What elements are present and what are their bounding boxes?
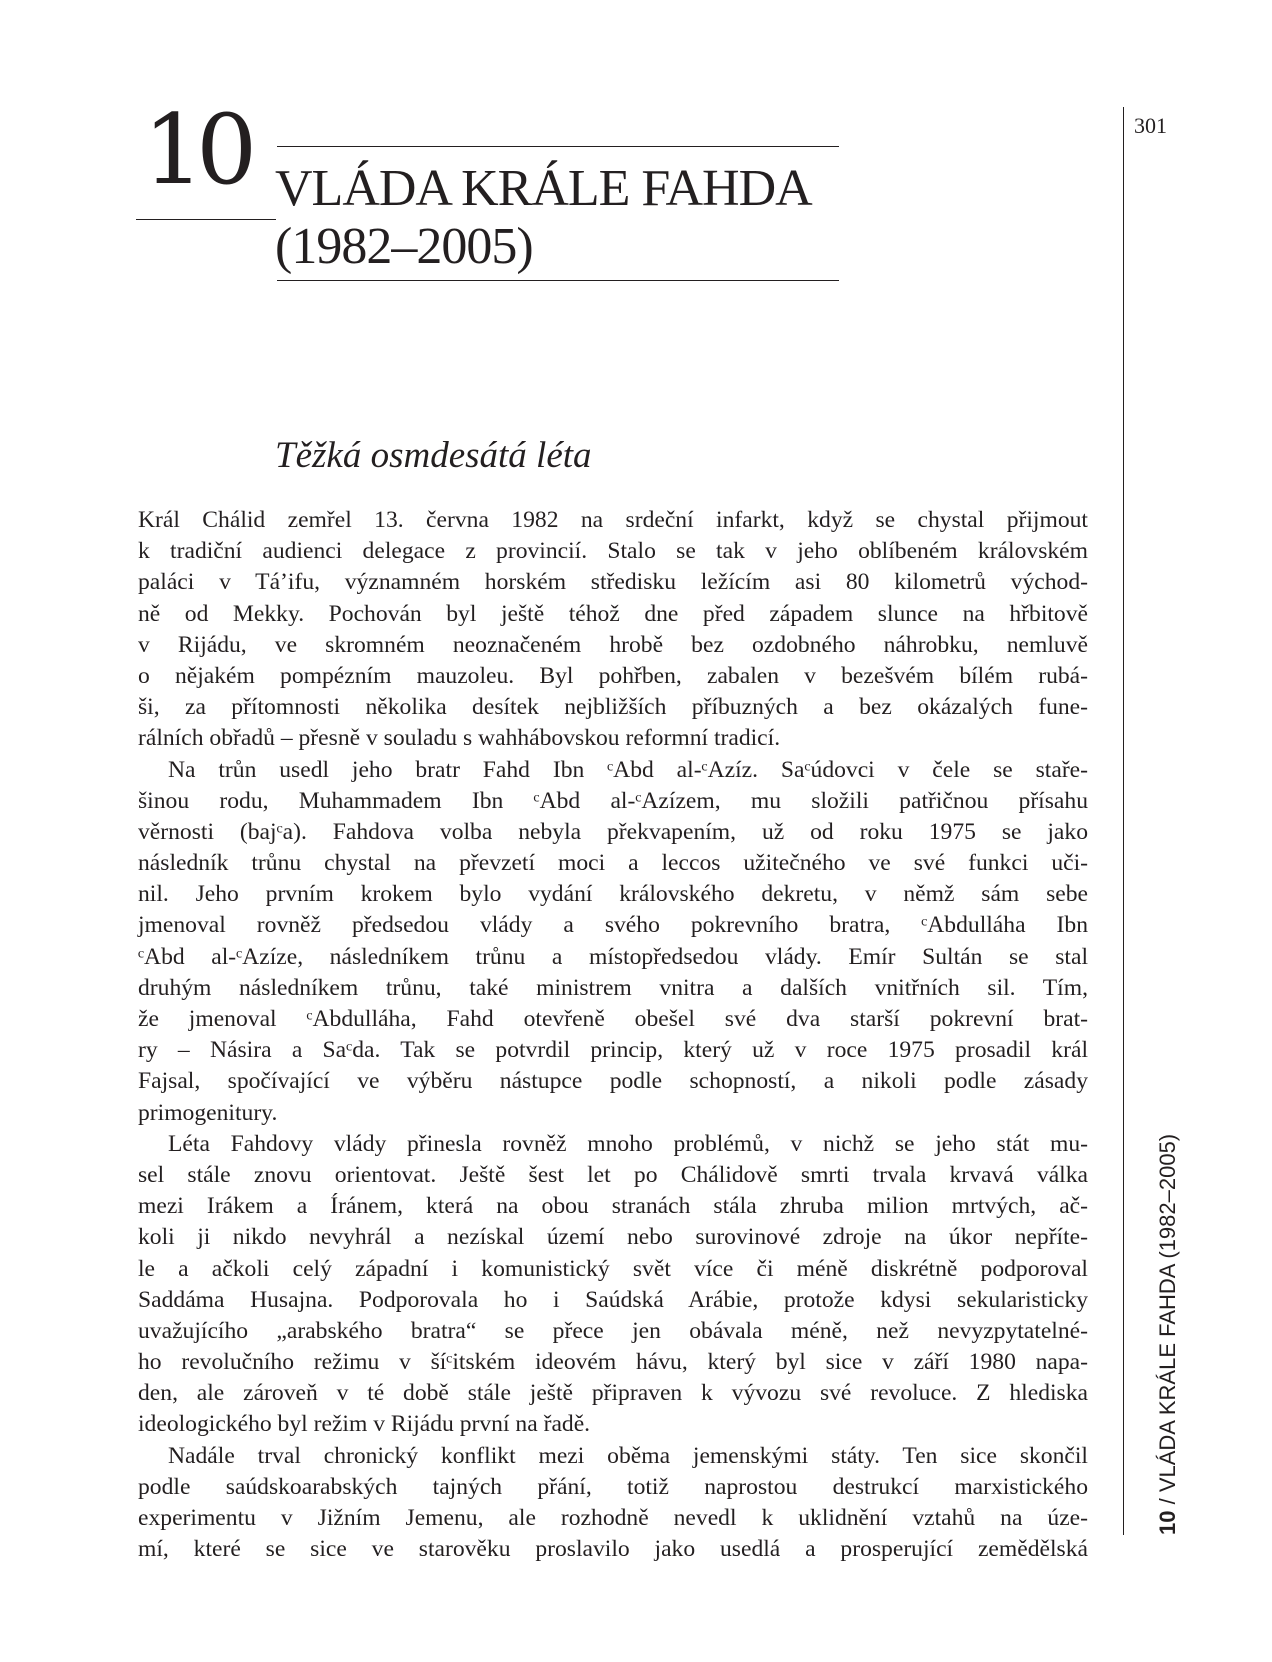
body-line: Léta Fahdovy vlády přinesla rovněž mnoho problémů, v nichž se jeho stát mu- [168, 1130, 1088, 1157]
body-line: paláci v Tá’ifu, významném horském středisku ležícím asi 80 kilometrů východ- [138, 569, 1088, 596]
body-line: druhým následníkem trůnu, také ministrem vnitra a dalších vnitřních sil. Tím, [138, 974, 1088, 1001]
body-line: le a ačkoli celý západní i komunistický svět více či méně diskrétně podporoval [138, 1255, 1088, 1282]
body-line: Na trůn usedl jeho bratr Fahd Ibn ᶜAbd al-ᶜAzíz. Saᶜúdovci v čele se staře- [168, 756, 1088, 783]
body-line: ho revolučního režimu v šíᶜitském ideovém hávu, který byl sice v září 1980 napa- [138, 1349, 1088, 1376]
body-line: Saddáma Husajna. Podporovala ho i Saúdská Arábie, protože kdysi sekularisticky [138, 1286, 1088, 1313]
body-line: uvažujícího „arabského bratra“ se přece jen obávala méně, než nevyzpytatelné- [138, 1317, 1088, 1344]
body-text [138, 505, 1088, 1565]
chapter-rule-bottom [277, 280, 839, 281]
running-head-number: 10 [1155, 1510, 1180, 1535]
body-line: mí, které se sice ve starověku proslavilo jako usedlá a prosperující zemědělská [138, 1536, 1088, 1563]
chapter-title-line1: VLÁDA KRÁLE FAHDA [275, 160, 812, 217]
body-line: ně od Mekky. Pochován byl ještě téhož dne před západem slunce na hřbitově [138, 600, 1088, 627]
running-head [1155, 1134, 1181, 1535]
body-line: šinou rodu, Muhammadem Ibn ᶜAbd al-ᶜAzízem, mu složili patřičnou přísahu [138, 787, 1088, 814]
body-line: v Rijádu, ve skromném neoznačeném hrobě bez ozdobného náhrobku, nemluvě [138, 631, 1088, 658]
body-line: ši, za přítomnosti několika desítek nejbližších příbuzných a bez okázalých fune- [138, 694, 1088, 721]
body-line: rálních obřadů – přesně v souladu s wahhábovskou reformní tradicí. [138, 725, 781, 752]
margin-vertical-rule [1123, 107, 1124, 1535]
body-line: nil. Jeho prvním krokem bylo vydání královského dekretu, v němž sám sebe [138, 881, 1088, 908]
section-heading: Těžká osmdesátá léta [275, 435, 592, 476]
body-line: o nějakém pompézním mauzoleu. Byl pohřben, zabalen v bezešvém bílém rubá- [138, 662, 1088, 689]
body-line: den, ale zároveň v té době stále ještě připraven k vývozu své revoluce. Z hlediska [138, 1380, 1088, 1407]
body-line: experimentu v Jižním Jemenu, ale rozhodně nevedl k uklidnění vztahů na úze- [138, 1505, 1088, 1531]
running-head-text: / VLÁDA KRÁLE FAHDA (1982–2005) [1155, 1133, 1180, 1511]
page-number: 301 [1134, 113, 1167, 138]
body-line: ᶜAbd al-ᶜAzíze, následníkem trůnu a místopředsedou vlády. Emír Sultán se stal [138, 943, 1088, 970]
chapter-title-line2: (1982–2005) [275, 218, 533, 275]
chapter-number: 10 [143, 94, 250, 206]
body-line: Král Chálid zemřel 13. června 1982 na srdeční infarkt, když se chystal přijmout [138, 507, 1088, 533]
chapter-rule-left [136, 219, 276, 220]
body-line: koli ji nikdo nevyhrál a nezískal území nebo surovinové zdroje na úkor nepříte- [138, 1224, 1088, 1251]
body-line: mezi Irákem a Íránem, která na obou stranách stála zhruba milion mrtvých, ač- [138, 1193, 1088, 1220]
body-line: k tradiční audienci delegace z provincií. Stalo se tak v jeho oblíbeném královském [138, 538, 1088, 565]
body-line: ry – Násira a Saᶜda. Tak se potvrdil princip, který už v roce 1975 prosadil král [138, 1037, 1088, 1064]
chapter-rule-top [277, 146, 839, 147]
body-line: sel stále znovu orientovat. Ještě šest let po Chálidově smrti trvala krvavá válka [138, 1161, 1088, 1188]
body-line: Nadále trval chronický konflikt mezi oběma jemenskými státy. Ten sice skončil [168, 1442, 1088, 1469]
body-line: následník trůnu chystal na převzetí moci a leccos užitečného ve své funkci uči- [138, 850, 1088, 877]
body-line: primogenitury. [138, 1099, 278, 1126]
body-line: podle saúdskoarabských tajných přání, totiž naprostou destrukcí marxistického [138, 1473, 1088, 1500]
body-line: že jmenoval ᶜAbdulláha, Fahd otevřeně obešel své dva starší pokrevní brat- [138, 1006, 1088, 1032]
body-line: ideologického byl režim v Rijádu první na řadě. [138, 1411, 591, 1438]
chapter-title [275, 160, 812, 276]
body-line: jmenoval rovněž předsedou vlády a svého pokrevního bratra, ᶜAbdulláha Ibn [138, 912, 1088, 939]
body-line: věrnosti (bajᶜa). Fahdova volba nebyla překvapením, už od roku 1975 se jako [138, 818, 1088, 845]
body-line: Fajsal, spočívající ve výběru nástupce podle schopností, a nikoli podle zásady [138, 1068, 1088, 1095]
